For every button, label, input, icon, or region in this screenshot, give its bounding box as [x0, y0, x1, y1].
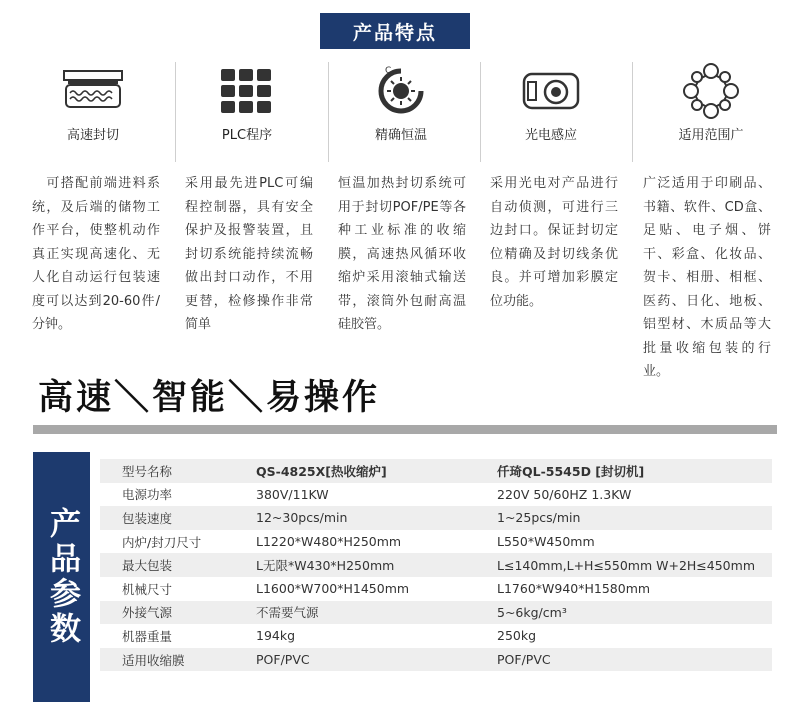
spec-row — [100, 530, 772, 554]
spec-row — [100, 577, 772, 601]
feature-label: 光电感应 — [524, 128, 577, 143]
spec-cell-name: 电源功率 — [122, 487, 173, 503]
spec-row — [100, 648, 772, 672]
svg-text:C: C — [385, 66, 392, 76]
spec-row — [100, 601, 772, 625]
feature-label: 适用范围广 — [678, 128, 744, 143]
feature-high-speed — [18, 62, 168, 143]
spec-cell-model-a: L1220*W480*H250mm — [256, 534, 402, 550]
spec-cell-model-b: 仟琦QL-5545D [封切机] — [497, 463, 645, 479]
divider-band — [33, 425, 777, 434]
spec-cell-name: 包装速度 — [122, 510, 173, 526]
feature-description: 采用光电对产品进行自动侦测，可进行三边封口。保证封切定位精确及封切线条优良。并可增加彩膜定位功能。 — [490, 176, 618, 309]
spec-cell-model-b: POF/PVC — [497, 652, 551, 668]
slogan-heading: 高速＼智能＼易操作 — [38, 378, 381, 418]
spec-cell-model-b: 220V 50/60HZ 1.3KW — [497, 486, 632, 502]
spec-cell-model-a: 380V/11KW — [256, 486, 329, 502]
spec-header-row — [100, 459, 772, 483]
feature-label: 高速封切 — [66, 128, 119, 143]
spec-cell-model-a: 不需要气源 — [256, 605, 319, 621]
feature-wide-range — [636, 62, 786, 143]
network-icon — [636, 62, 786, 120]
feature-description: 采用最先进PLC可编程控制器，具有安全保护及报警装置，且封切系统能持续流畅做出封口动作，不用更替，检修操作非常简单 — [185, 176, 313, 332]
spec-cell-model-a: 194kg — [256, 628, 296, 644]
spec-cell-model-b: L1760*W940*H1580mm — [497, 581, 651, 597]
spec-cell-model-a: POF/PVC — [256, 652, 310, 668]
spec-cell-model-a: L无限*W430*H250mm — [256, 558, 395, 574]
spec-cell-name: 外接气源 — [122, 605, 173, 621]
thermostat-icon — [326, 62, 476, 120]
feature-description: 广泛适用于印刷品、书籍、软件、CD盒、足贴、电子烟、饼干、彩盒、化妆品、贺卡、相册、相框、医药、日化、地板、铝型材、木质品等大批量收缩包装的行业。 — [643, 176, 771, 379]
plc-grid-icon — [172, 62, 322, 120]
spec-row — [100, 553, 772, 577]
feature-description: 可搭配前端进料系统，及后端的储物工作平台，使整机动作真正实现高速化、无人化自动运行包装速度可以达到20-60件/分钟。 — [32, 176, 160, 332]
spec-cell-name: 适用收缩膜 — [122, 652, 185, 668]
spec-cell-model-b: 1~25pcs/min — [497, 510, 581, 526]
spec-cell-name: 型号名称 — [122, 463, 173, 479]
spec-cell-model-b: 250kg — [497, 628, 537, 644]
spec-cell-model-b: L≤140mm,L+H≤550mm W+2H≤450mm — [497, 557, 755, 573]
feature-description: 恒温加热封切系统可用于封切POF/PE等各种工业标准的收缩膜，高速热风循环收缩炉采用滚轴式输送带，滚筒外包耐高温硅胶管。 — [338, 176, 466, 332]
spec-cell-name: 最大包装 — [122, 558, 173, 574]
sealing-bar-icon — [18, 62, 168, 120]
spec-cell-name: 机械尺寸 — [122, 581, 173, 597]
spec-sidebar-label: 产品参数 — [44, 507, 80, 647]
spec-sidebar — [33, 452, 90, 702]
spec-cell-model-a: 12~30pcs/min — [256, 510, 348, 526]
feature-label: 精确恒温 — [374, 128, 427, 143]
spec-cell-model-b: 5~6kg/cm³ — [497, 604, 567, 620]
photo-sensor-icon — [476, 62, 626, 120]
divider — [632, 62, 633, 162]
feature-plc — [172, 62, 322, 143]
spec-row — [100, 483, 772, 507]
spec-row — [100, 624, 772, 648]
spec-row — [100, 506, 772, 530]
spec-cell-name: 机器重量 — [122, 628, 173, 644]
feature-label: PLC程序 — [221, 128, 273, 143]
feature-temperature — [326, 62, 476, 143]
section-title-banner: 产品特点 — [320, 13, 470, 49]
spec-table — [100, 459, 772, 671]
spec-cell-model-a: L1600*W700*H1450mm — [256, 581, 410, 597]
feature-photo-sensor — [476, 62, 626, 143]
spec-cell-name: 内炉/封刀尺寸 — [122, 534, 202, 550]
spec-cell-model-b: L550*W450mm — [497, 534, 595, 550]
spec-cell-model-a: QS-4825X[热收缩炉] — [256, 463, 387, 479]
